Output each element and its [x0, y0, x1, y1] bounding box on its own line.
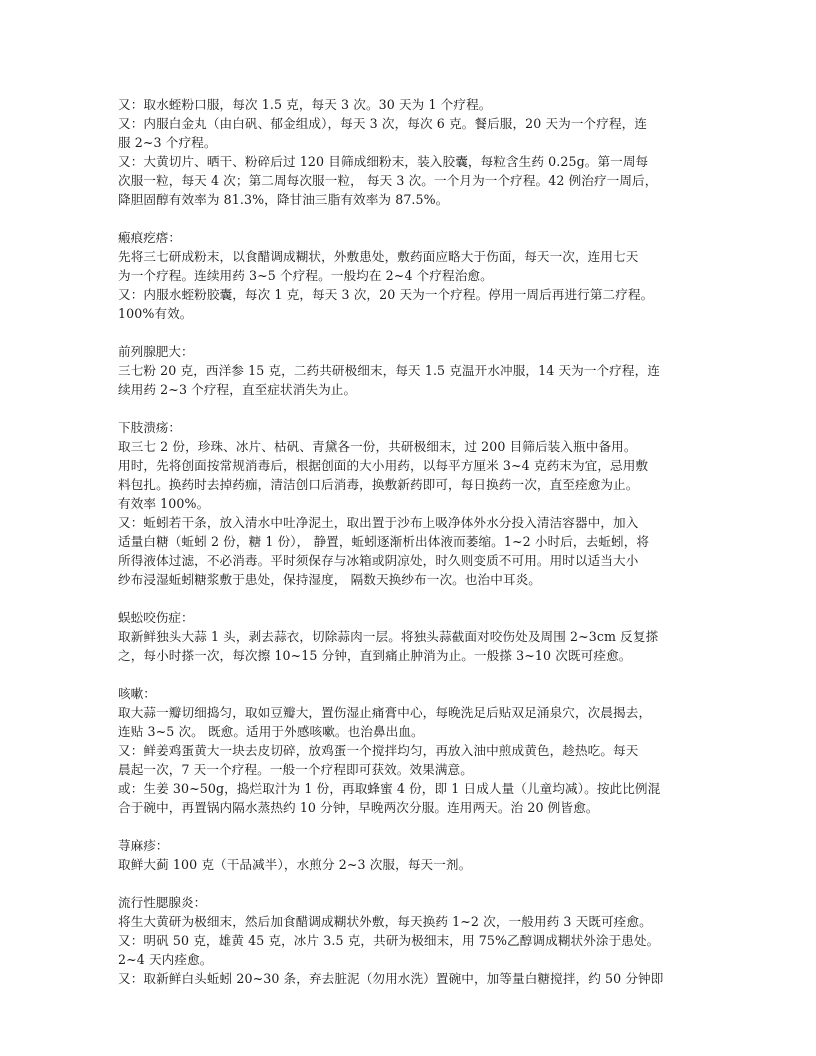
section-heading: 蜈蚣咬伤症：: [118, 610, 194, 625]
paragraph-line: 料包扎。换药时去掉药痂，清洁创口后消毒，换敷新药即可，每日换药一次，直至痊愈为止。: [118, 477, 639, 492]
document-page: [118, 95, 708, 988]
paragraph-line: 100%有效。: [118, 306, 193, 321]
paragraph-line: 有效率 100%。: [118, 496, 210, 511]
section-heading: 咳嗽：: [118, 686, 156, 701]
paragraph-line: 服 2~3 个疗程。: [118, 135, 217, 150]
paragraph-line: 又：鲜姜鸡蛋黄大一块去皮切碎，放鸡蛋一个搅拌均匀，再放入油中煎成黄色，趁热吃。每天: [118, 743, 639, 758]
section-prostate-hyperplasia: [118, 342, 708, 399]
section-cough: [118, 684, 708, 817]
section-heading: 下肢溃疡：: [118, 420, 181, 435]
paragraph-line: 为一个疗程。连续用药 3~5 个疗程。一般均在 2~4 个疗程治愈。: [118, 268, 493, 283]
paragraph-line: 又：取水蛭粉口服，每次 1.5 克，每天 3 次。30 天为 1 个疗程。: [118, 97, 492, 112]
paragraph-line: 之，每小时搽一次，每次擦 10~15 分钟，直到痛止肿消为止。一般搽 3~10 次既可痊愈。: [118, 648, 632, 663]
section-heading: 荨麻疹：: [118, 838, 169, 853]
paragraph-line: 合于碗中，再置锅内隔水蒸热约 10 分钟，早晚两次分服。连用两天。治 20 例皆愈。: [118, 800, 599, 815]
paragraph-line: 又：蚯蚓若干条，放入清水中吐净泥土，取出置于沙布上吸净体外水分投入清洁容器中，加入: [118, 515, 639, 530]
section-urticaria: [118, 836, 708, 874]
paragraph-line: 取新鲜独头大蒜 1 头，剥去蒜衣，切除蒜肉一层。将独头蒜截面对咬伤处及周围 2~3cm 反复搽: [118, 629, 659, 644]
paragraph-line: 又：明矾 50 克，雄黄 45 克，冰片 3.5 克，共研为极细末，用 75%乙醇调成糊状外涂于患处。: [118, 933, 660, 948]
paragraph-line: 2~4 天内痊愈。: [118, 952, 213, 967]
paragraph-line: 三七粉 20 克，西洋参 15 克，二药共研极细末，每天 1.5 克温开水冲服，14 天为一个疗程，连: [118, 363, 661, 378]
section-leg-ulcer: [118, 418, 708, 589]
paragraph-line: 连贴 3~5 次。 既愈。适用于外感咳嗽。也治鼻出血。: [118, 724, 424, 739]
paragraph-line: 续用药 2~3 个疗程，直至症状消失为止。: [118, 382, 357, 397]
section-heading: 瘢痕疙瘩：: [118, 230, 181, 245]
paragraph-line: 又：取新鲜白头蚯蚓 20~30 条，弃去脏泥（勿用水洗）置碗中，加等量白糖搅拌，约 50 分钟即: [118, 971, 664, 986]
section-centipede-bite: [118, 608, 708, 665]
paragraph-line: 或：生姜 30~50g，捣烂取汁为 1 份，再取蜂蜜 4 份，即 1 日成人量（儿童均减）。按此比例混: [118, 781, 661, 796]
paragraph-line: 将生大黄研为极细末，然后加食醋调成糊状外敷，每天换药 1~2 次，一般用药 3 天既可痊愈。: [118, 914, 652, 929]
paragraph-line: 次服一粒，每天 4 次；第二周每次服一粒， 每天 3 次。一个月为一个疗程。42 例治疗一周后，: [118, 173, 658, 188]
paragraph-line: 取鲜大蓟 100 克（干品减半），水煎分 2~3 次服，每天一剂。: [118, 857, 472, 872]
paragraph-line: 取三七 2 份，珍珠、冰片、枯矾、青黛各一份，共研极细末，过 200 目筛后装入瓶中备用。: [118, 439, 637, 454]
paragraph-line: 用时，先将创面按常规消毒后，根据创面的大小用药，以每平方厘米 3~4 克药末为宜，忌用敷: [118, 458, 649, 473]
paragraph-line: 先将三七研成粉末，以食醋调成糊状，外敷患处，敷药面应略大于伤面，每天一次，连用七天: [118, 249, 639, 264]
paragraph-line: 晨起一次，7 天一个疗程。一般一个疗程即可获效。效果满意。: [118, 762, 473, 777]
paragraph-line: 取大蒜一瓣切细捣匀，取如豆瓣大，置伤湿止痛膏中心，每晚洗足后贴双足涌泉穴，次晨揭去，: [118, 705, 652, 720]
paragraph-line: 又：内服白金丸（由白矾、郁金组成），每天 3 次，每次 6 克。餐后服，20 天为一个疗程，连: [118, 116, 648, 131]
section-keloid: [118, 228, 708, 323]
section-hyperlipidemia-continued: [118, 95, 708, 209]
paragraph-line: 纱布浸湿蚯蚓糖浆敷于患处，保持湿度， 隔数天换纱布一次。也治中耳炎。: [118, 572, 541, 587]
section-heading: 流行性腮腺炎：: [118, 895, 207, 910]
section-mumps: [118, 893, 708, 988]
section-heading: 前列腺肥大：: [118, 344, 194, 359]
paragraph-line: 又：内服水蛭粉胶囊，每次 1 克，每天 3 次，20 天为一个疗程。停用一周后再进行第二疗程。: [118, 287, 654, 302]
paragraph-line: 所得液体过滤，不必消毒。平时须保存与冰箱或阴凉处，时久则变质不可用。用时以适当大小: [118, 553, 639, 568]
paragraph-line: 适量白糖（蚯蚓 2 份，糖 1 份）， 静置，蚯蚓逐渐析出体液而萎缩。1~2 小时后，去蚯蚓，将: [118, 534, 650, 549]
paragraph-line: 又：大黄切片、晒干、粉碎后过 120 目筛成细粉末，装入胶囊，每粒含生药 0.25g。第一周每: [118, 154, 649, 169]
paragraph-line: 降胆固醇有效率为 81.3%，降甘油三脂有效率为 87.5%。: [118, 192, 449, 207]
